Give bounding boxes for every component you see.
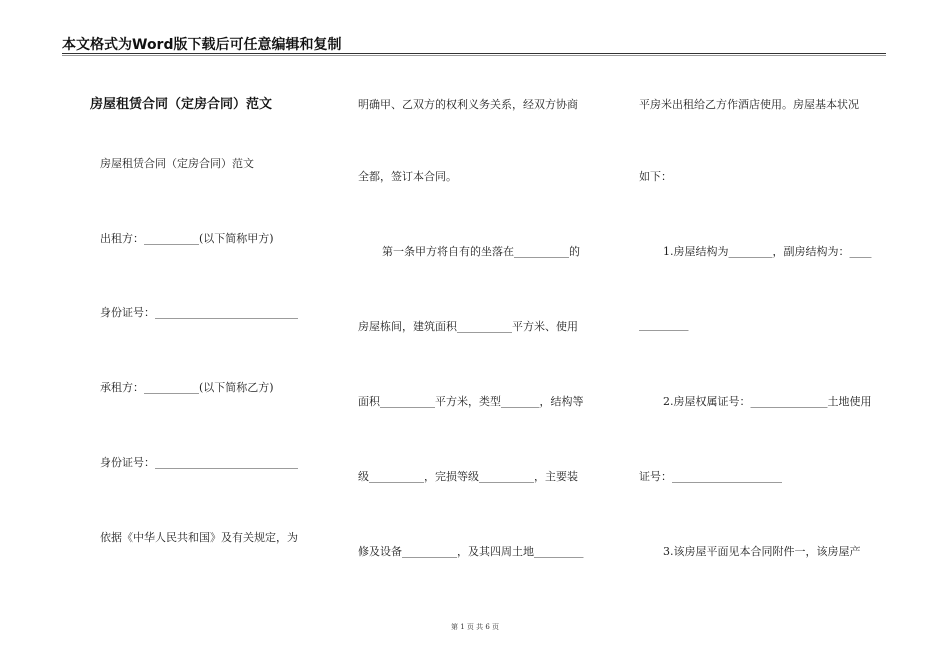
col2-line-6: 级__________，完损等级__________，主要装 [358, 470, 578, 483]
col2-line-7: 修及设备__________，及其四周土地_________ [358, 545, 584, 558]
col1-line-2: 出租方：__________(以下简称甲方) [100, 232, 274, 245]
col2-line-2: 全都，签订本合同。 [358, 170, 457, 183]
col1-line-3: 身份证号：__________________________ [100, 306, 298, 319]
header-text: 本文格式为Word版下载后可任意编辑和复制 [62, 37, 342, 53]
page-footer: 第 1 页 共 6 页 [450, 623, 500, 631]
col3-line-3: 1.房屋结构为________，副房结构为：____ [663, 245, 872, 258]
col3-line-1: 平房米出租给乙方作酒店使用。房屋基本状况 [639, 98, 859, 111]
page-header [62, 33, 886, 54]
document-title: 房屋租赁合同（定房合同）范文 [90, 97, 273, 112]
col1-line-5: 身份证号：__________________________ [100, 456, 298, 469]
col3-line-4: _________ [639, 318, 689, 331]
col3-line-6: 证号：____________________ [639, 470, 782, 483]
col3-line-5: 2.房屋权属证号：______________土地使用 [663, 395, 872, 408]
col3-line-7: 3.该房屋平面见本合同附件一，该房屋产 [663, 545, 861, 558]
col1-line-1: 房屋租赁合同（定房合同）范文 [100, 157, 254, 170]
col1-line-4: 承租方：__________(以下简称乙方) [100, 381, 274, 394]
col2-line-1: 明确甲、乙双方的权利义务关系，经双方协商 [358, 98, 578, 111]
col2-line-5: 面积__________平方米，类型_______，结构等 [358, 395, 584, 408]
col2-line-3: 第一条甲方将自有的坐落在__________的 [382, 245, 580, 258]
header-divider [62, 55, 886, 56]
col3-line-2: 如下： [639, 170, 672, 183]
col2-line-4: 房屋栋间，建筑面积__________平方米、使用 [358, 320, 578, 333]
col1-line-6: 依据《中华人民共和国》及有关规定，为 [100, 531, 298, 544]
